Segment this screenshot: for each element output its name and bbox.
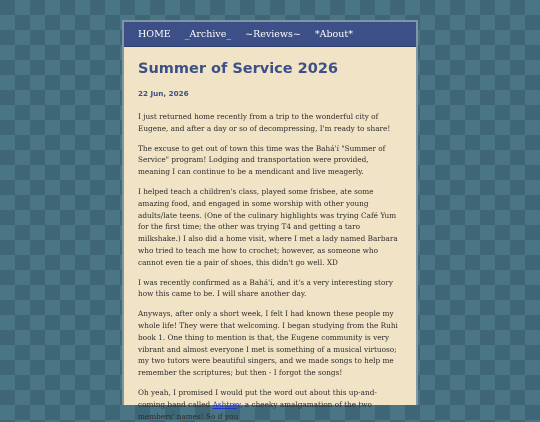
- nav-archive-link[interactable]: _Archive_: [184, 28, 232, 40]
- post-paragraph: I was recently confirmed as a Bahá'í, and it's a very interesting story how this came to be. I will share another day.: [138, 277, 393, 299]
- post-paragraph: Anyways, after only a short week, I felt I had known these people my whole life! They were that welcoming. I began studying from the Ruhi book 1. One thing to mention is that, the Eugene community is very vibrant and almost everyone I met is something of a musical virtuoso; my two tutors were beautiful singers, and we made songs to help me remember the scriptures; but then - I forgot the songs!: [138, 309, 398, 378]
- post-date: 22 Jun, 2026: [138, 89, 189, 98]
- band-link-ashtrey[interactable]: Ashtrey: [212, 399, 241, 409]
- post-paragraph: The excuse to get out of town this time was the Bahá'í "Summer of Service" program! Lodging and transportation were provided, meaning I can continue to be a mendicant and live meagerly.: [138, 143, 386, 177]
- top-nav: [124, 22, 416, 47]
- post-title: Summer of Service 2026: [138, 61, 339, 77]
- band-text-before: Oh yeah, I promised I would put the word out about this up-and-coming band called: [138, 387, 377, 409]
- post-paragraph-band: [138, 387, 402, 422]
- blog-frame: [122, 20, 418, 421]
- post-paragraph: I helped teach a children's class, played some frisbee, ate some amazing food, and engaged in some worship with other young adults/late teens. (One of the culinary highlights was trying Café Yum for the first time; the other was trying T4 and getting a taro milkshake.) I also did a home visit, where I met a lady named Barbara who tried to teach me how to crochet; however, as someone who cannot even tie a pair of shoes, this didn't go well. XD: [138, 186, 398, 267]
- nav-about-link[interactable]: *About*: [314, 28, 353, 40]
- band-text-after: , a cheeky amalgamation of the two members' names! So if you: [138, 399, 372, 421]
- post-paragraph: I just returned home recently from a trip to the wonderful city of Eugene, and after a day or so of decompressing, I'm ready to share!: [138, 112, 391, 133]
- post-content: [124, 47, 416, 422]
- nav-home-link[interactable]: HOME: [138, 28, 171, 40]
- nav-reviews-link[interactable]: ~Reviews~: [245, 28, 301, 40]
